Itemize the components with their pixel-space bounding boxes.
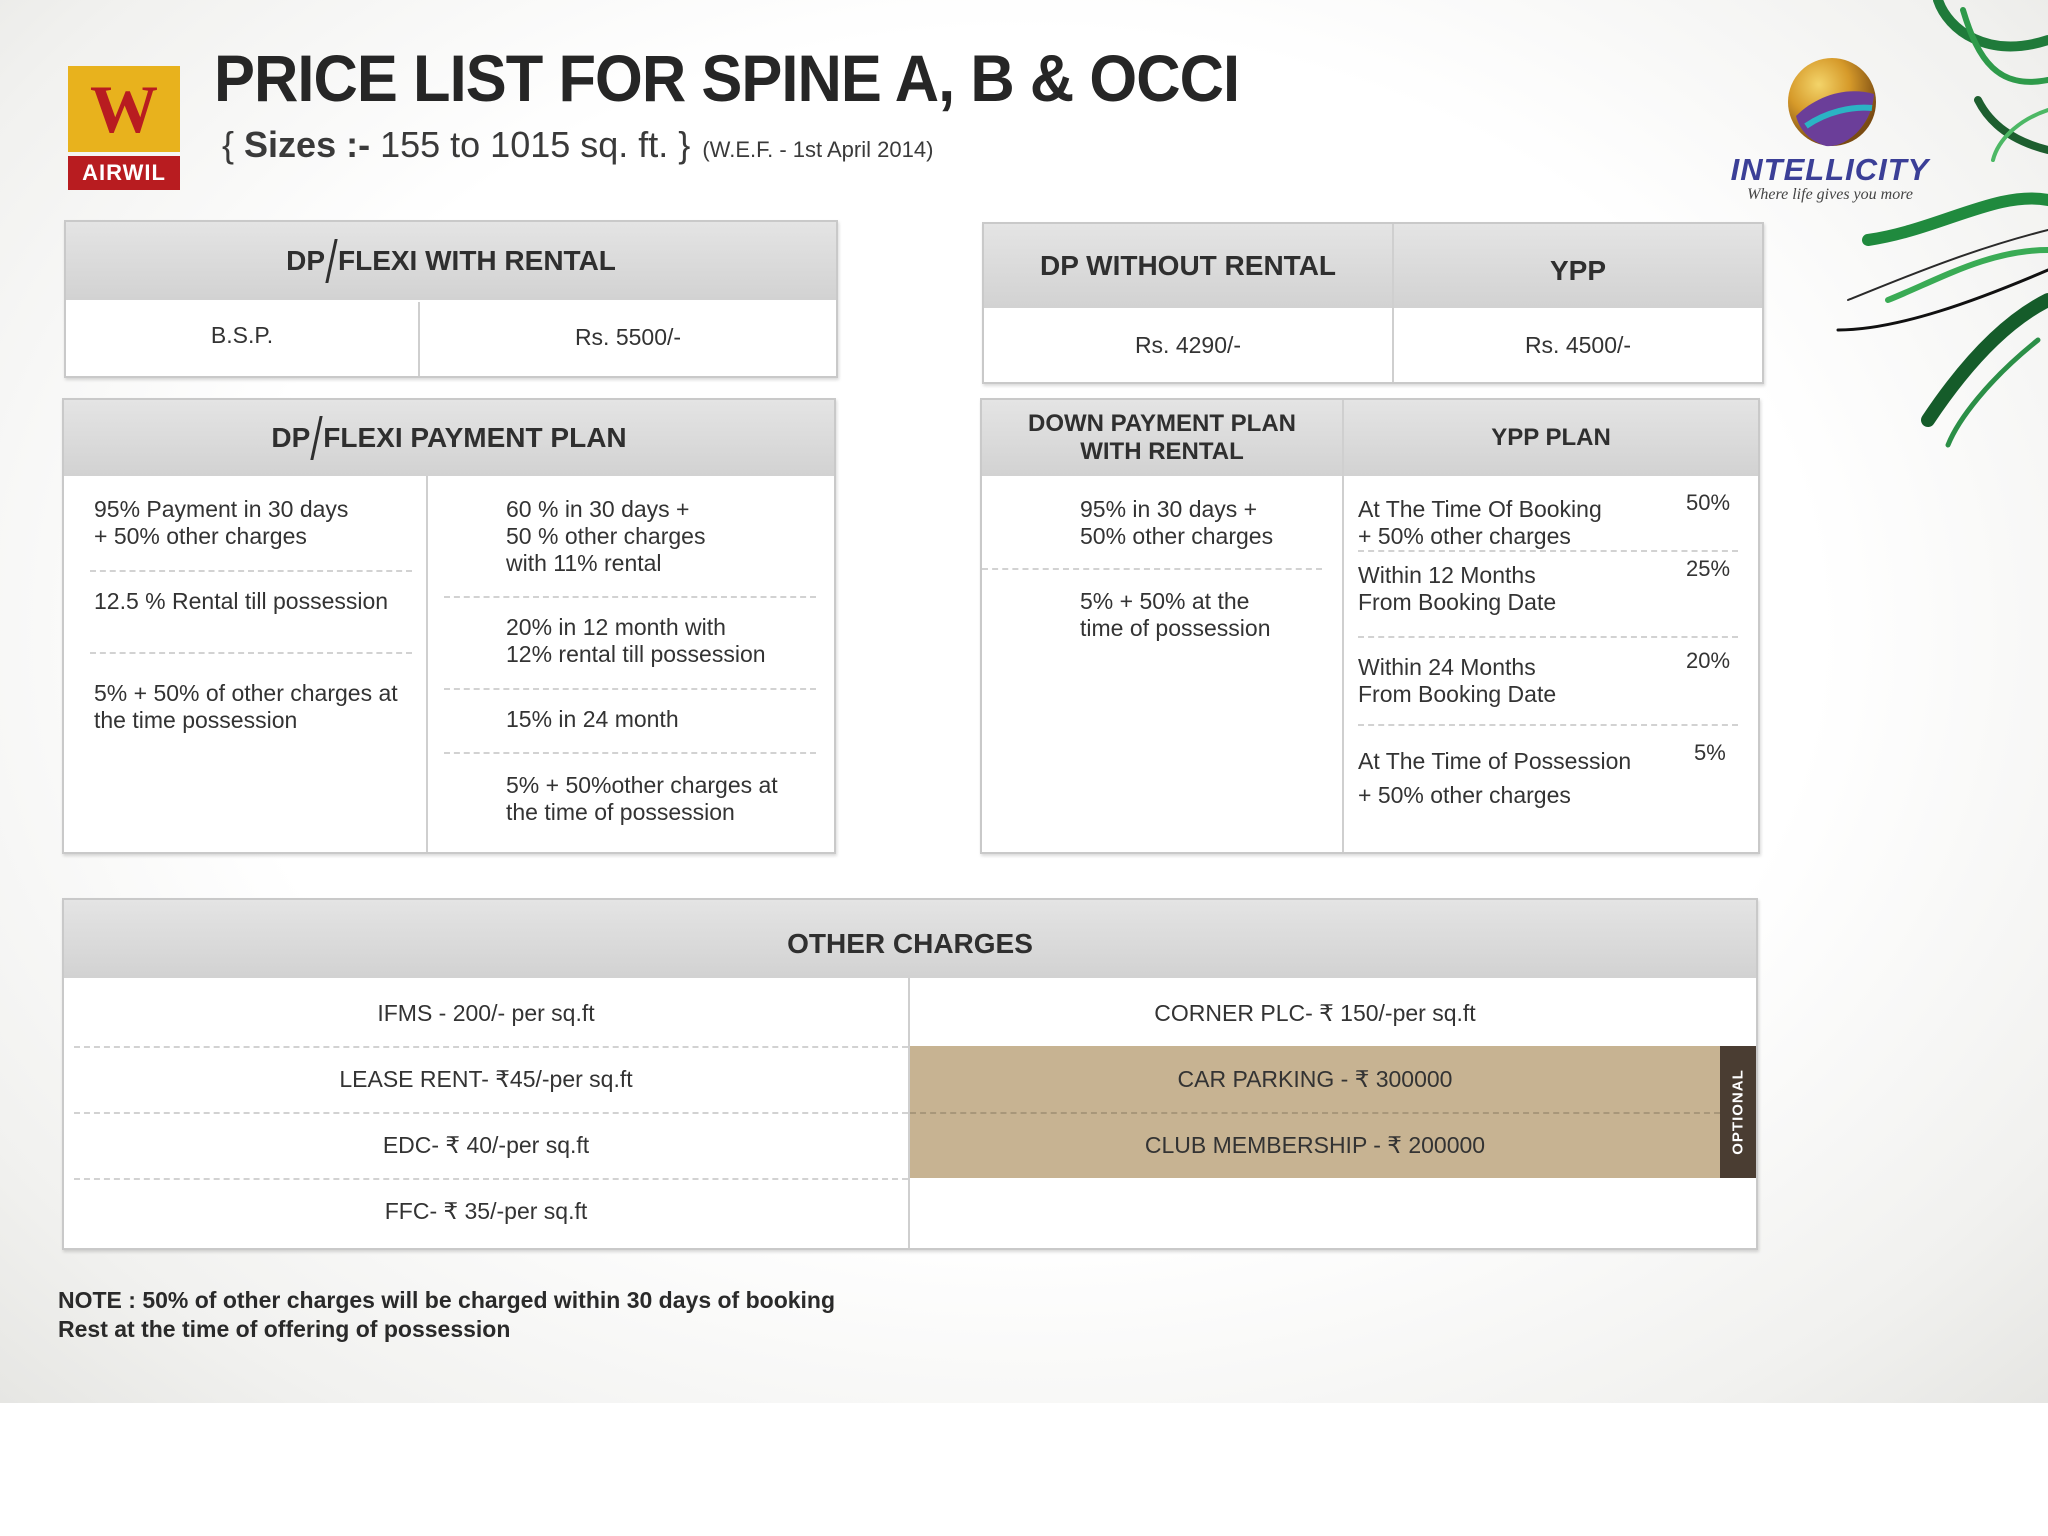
dashed-divider — [444, 596, 816, 598]
heading-flexi-payment-plan: FLEXI PAYMENT PLAN — [323, 422, 627, 453]
column-divider — [1342, 400, 1344, 852]
flexi-left-item: 5% + 50% of other charges at the time possession — [94, 680, 398, 733]
sizes-label: Sizes :- — [244, 124, 371, 165]
dashed-divider — [90, 570, 412, 572]
ypp-value: Rs. 4500/- — [1524, 332, 1632, 358]
dp-flexi-plan-box — [62, 398, 836, 854]
charge-item: IFMS - 200/- per sq.ft — [377, 1000, 595, 1026]
heading-dp: DP — [286, 245, 325, 276]
bsp-value: Rs. 5500/- — [574, 324, 682, 350]
airwil-logo — [68, 66, 180, 204]
dashed-divider — [1358, 636, 1738, 638]
heading-dp: DP — [271, 422, 311, 453]
dashed-divider — [74, 1178, 908, 1180]
down-payment-ypp-box — [980, 398, 1760, 854]
airwil-logo-mark — [68, 66, 180, 152]
flexi-right-item: 20% in 12 month with 12% rental till possession — [506, 614, 766, 667]
charge-item: CORNER PLC- ₹ 150/-per sq.ft — [1154, 1000, 1476, 1026]
down-payment-item: 95% in 30 days + 50% other charges — [1080, 496, 1274, 549]
dp-flexi-rental-header — [66, 222, 836, 300]
dashed-divider — [90, 652, 412, 654]
intellicity-tagline: Where life gives you more — [1747, 186, 1913, 203]
ypp-plan-item: Within 24 Months From Booking Date — [1358, 654, 1557, 707]
dashed-divider — [74, 1112, 908, 1114]
down-payment-plan-header: DOWN PAYMENT PLAN WITH RENTAL — [982, 400, 1342, 476]
ypp-plan-percent: 20% — [1686, 648, 1731, 673]
other-charges-header: OTHER CHARGES — [64, 900, 1756, 978]
dashed-divider — [1358, 550, 1738, 552]
ypp-plan-item: At The Time Of Booking + 50% other charges — [1358, 496, 1602, 549]
charge-item: FFC- ₹ 35/-per sq.ft — [384, 1198, 588, 1224]
intellicity-name: INTELLICITY — [1730, 152, 1930, 187]
dp-without-rental-box — [982, 222, 1764, 384]
column-divider — [426, 476, 428, 852]
intellicity-logo — [1730, 56, 1930, 216]
dp-flexi-rental-box — [64, 220, 838, 378]
other-charges-box — [62, 898, 1758, 1250]
footnote-line: NOTE : 50% of other charges will be charged within 30 days of booking — [58, 1287, 836, 1313]
bsp-label: B.S.P. — [210, 322, 274, 348]
ypp-plan-percent: 5% — [1694, 740, 1726, 765]
page-title: PRICE LIST FOR SPINE A, B & OCCI — [214, 41, 1240, 115]
ypp-plan-item: Within 12 Months From Booking Date — [1358, 562, 1557, 615]
globe-icon — [1786, 56, 1878, 148]
dashed-divider — [74, 1046, 908, 1048]
flexi-right-item: 60 % in 30 days + 50 % other charges with 11% rental — [506, 496, 706, 576]
slash-divider — [325, 239, 337, 283]
optional-label: OPTIONAL — [1729, 1069, 1747, 1155]
heading-flexi-rental: FLEXI WITH RENTAL — [338, 245, 616, 276]
ypp-plan-percent: 50% — [1686, 490, 1731, 515]
dashed-divider — [1358, 724, 1738, 726]
footnote — [58, 1286, 835, 1344]
flexi-left-item: 12.5 % Rental till possession — [94, 588, 389, 614]
flexi-right-item: 15% in 24 month — [506, 706, 679, 732]
dashed-divider — [910, 1112, 1720, 1114]
flexi-left-item: 95% Payment in 30 days + 50% other charges — [94, 496, 349, 549]
ypp-plan-item: At The Time of Possession + 50% other charges — [1358, 748, 1632, 808]
sizes-value: 155 to 1015 sq. ft. } — [370, 124, 691, 165]
charge-item-optional: CLUB MEMBERSHIP - ₹ 200000 — [1144, 1132, 1486, 1158]
dp-without-rental-header: DP WITHOUT RENTAL — [984, 224, 1392, 308]
dashed-divider — [444, 752, 816, 754]
dp-without-rental-value: Rs. 4290/- — [1134, 332, 1242, 358]
dp-flexi-plan-header — [64, 400, 834, 476]
flexi-right-item: 5% + 50%other charges at the time of possession — [506, 772, 778, 825]
charge-item: EDC- ₹ 40/-per sq.ft — [382, 1132, 590, 1158]
down-payment-item: 5% + 50% at the time of possession — [1080, 588, 1271, 641]
charge-item-optional: CAR PARKING - ₹ 300000 — [1177, 1066, 1453, 1092]
sizes-brace: { — [222, 124, 245, 165]
dashed-divider — [982, 568, 1322, 570]
dashed-divider — [444, 688, 816, 690]
ypp-plan-header: YPP PLAN — [1344, 400, 1758, 476]
sizes-subtitle — [222, 124, 933, 166]
ypp-header: YPP — [1394, 224, 1762, 308]
airwil-logo-letter: W — [90, 71, 158, 147]
ypp-plan-percent: 25% — [1686, 556, 1731, 581]
airwil-logo-name: AIRWIL — [68, 156, 180, 190]
wef-date: (W.E.F. - 1st April 2014) — [702, 137, 934, 162]
footnote-line: Rest at the time of offering of possession — [58, 1316, 511, 1342]
optional-tag — [1720, 1046, 1756, 1178]
charge-item: LEASE RENT- ₹45/-per sq.ft — [339, 1066, 633, 1092]
slash-divider — [311, 416, 323, 460]
